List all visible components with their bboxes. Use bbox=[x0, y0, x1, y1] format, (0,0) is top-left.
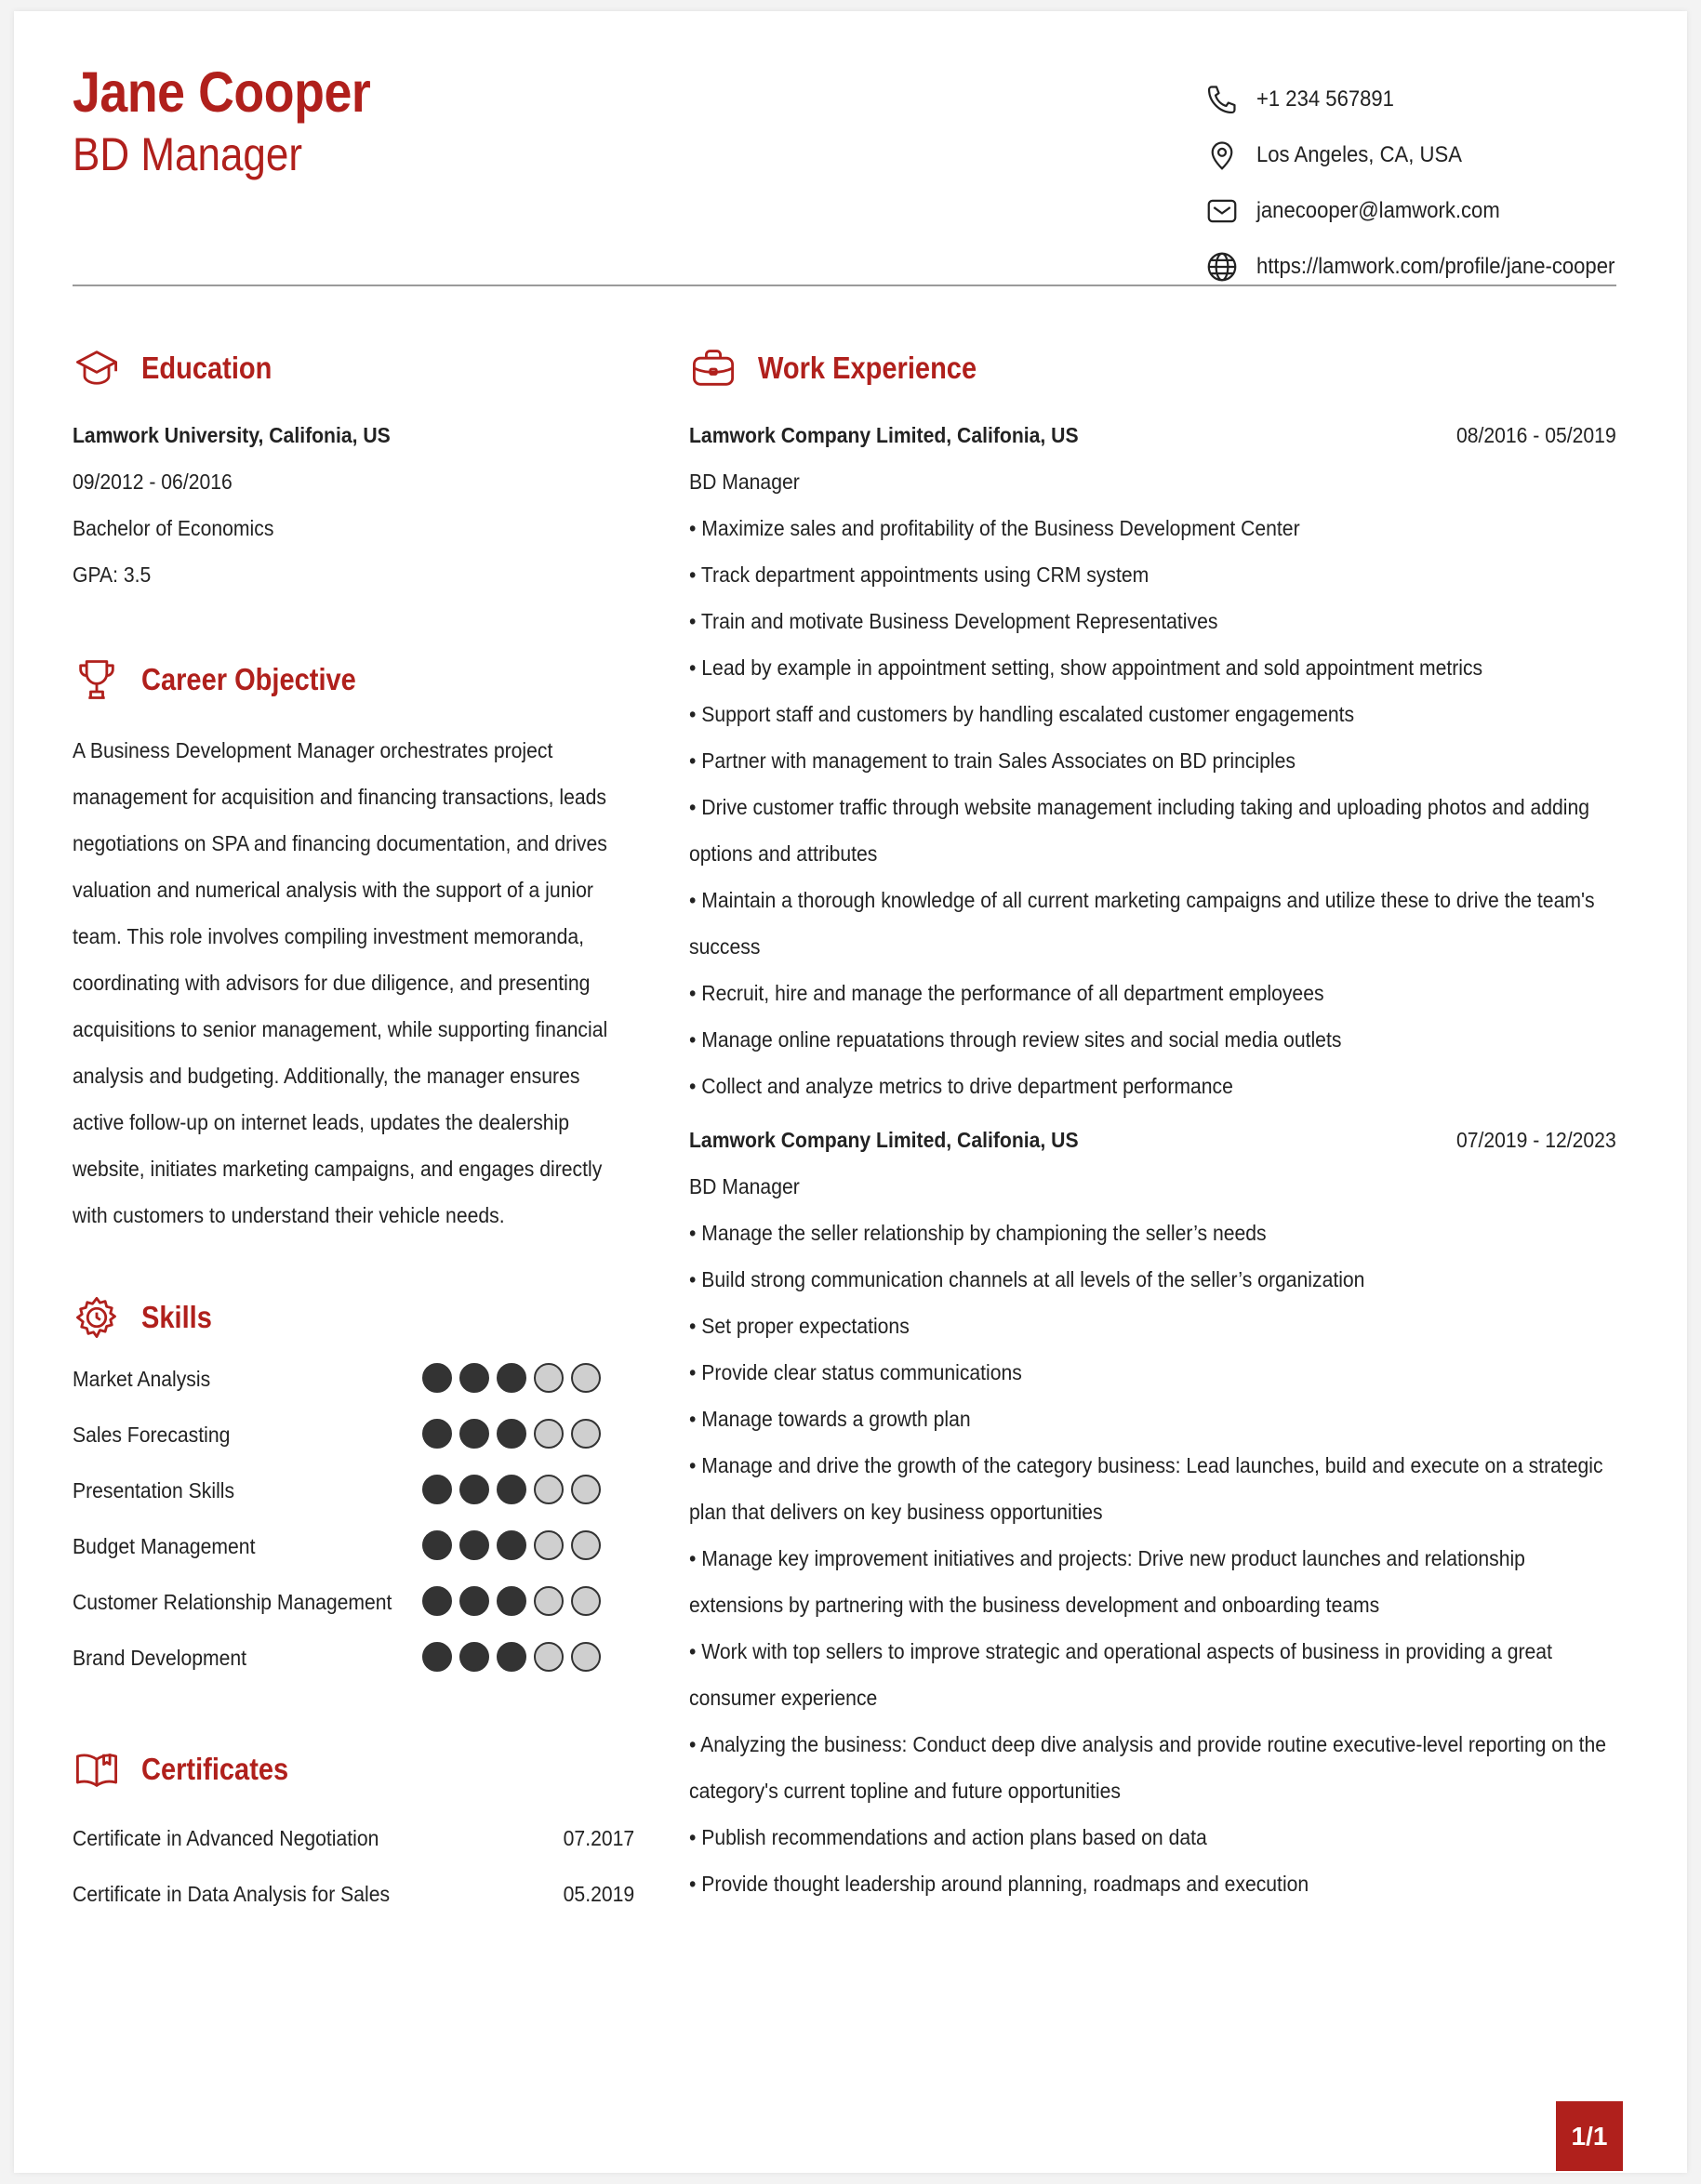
job-duty-line: extensions by partnering with the business development and onboarding teams bbox=[689, 1593, 1380, 1617]
objective-line: coordinating with advisors for due diligence, and presenting bbox=[73, 971, 591, 995]
rating-dot-empty bbox=[571, 1419, 601, 1449]
contact-website-text[interactable]: https://lamwork.com/profile/jane-cooper bbox=[1256, 254, 1615, 279]
rating-dot-empty bbox=[571, 1586, 601, 1616]
rating-dot-filled bbox=[422, 1530, 452, 1560]
certificates-heading-text: Certificates bbox=[141, 1752, 289, 1786]
candidate-title: BD Manager bbox=[73, 128, 303, 180]
rating-dot-empty bbox=[571, 1642, 601, 1672]
job-duty-line: • Track department appointments using CRM system bbox=[689, 563, 1150, 587]
job-duty-line: • Manage towards a growth plan bbox=[689, 1407, 971, 1431]
objective-line: negotiations on SPA and financing documentation, and drives bbox=[73, 831, 607, 855]
contact-email[interactable] bbox=[1204, 183, 1646, 239]
skill-name: Sales Forecasting bbox=[73, 1423, 231, 1447]
job-duty-line: • Manage key improvement initiatives and projects: Drive new product launches and relationship bbox=[689, 1546, 1525, 1570]
rating-dot-empty bbox=[534, 1530, 564, 1560]
mail-icon bbox=[1204, 193, 1240, 229]
rating-dot-empty bbox=[571, 1475, 601, 1504]
work-experience-heading bbox=[689, 344, 1006, 392]
rating-dot-filled bbox=[497, 1363, 526, 1393]
briefcase-icon bbox=[689, 344, 738, 392]
objective-line: with customers to understand their vehicle needs. bbox=[73, 1203, 505, 1227]
resume-page bbox=[14, 11, 1687, 2173]
job-role: BD Manager bbox=[689, 470, 800, 494]
skill-name: Budget Management bbox=[73, 1534, 256, 1558]
rating-dot-empty bbox=[534, 1475, 564, 1504]
phone-icon bbox=[1204, 82, 1240, 117]
job-dates: 07/2019 - 12/2023 bbox=[1456, 1128, 1616, 1152]
education-degree: Bachelor of Economics bbox=[73, 516, 274, 540]
job-duty-line: • Recruit, hire and manage the performance of all department employees bbox=[689, 981, 1324, 1005]
rating-dot-filled bbox=[459, 1586, 489, 1616]
rating-dot-empty bbox=[534, 1363, 564, 1393]
objective-line: active follow-up on internet leads, updates the dealership bbox=[73, 1110, 570, 1134]
rating-dot-empty bbox=[571, 1363, 601, 1393]
job-role: BD Manager bbox=[689, 1174, 800, 1198]
job-duty-line: • Maintain a thorough knowledge of all current marketing campaigns and utilize these to drive the team's bbox=[689, 888, 1595, 912]
rating-dot-filled bbox=[422, 1642, 452, 1672]
contact-website[interactable] bbox=[1204, 239, 1646, 295]
skill-rating bbox=[422, 1642, 601, 1672]
skills-heading-text: Skills bbox=[141, 1300, 212, 1334]
objective-line: A Business Development Manager orchestrates project bbox=[73, 738, 553, 762]
page-indicator: 1/1 bbox=[1556, 2101, 1623, 2171]
objective-line: management for acquisition and financing transactions, leads bbox=[73, 785, 607, 809]
education-heading bbox=[73, 344, 290, 392]
contact-phone-text: +1 234 567891 bbox=[1256, 86, 1394, 112]
globe-icon bbox=[1204, 249, 1240, 285]
certificate-name: Certificate in Data Analysis for Sales bbox=[73, 1882, 391, 1906]
job-duty-line: • Work with top sellers to improve strategic and operational aspects of business in providing a great bbox=[689, 1639, 1552, 1663]
job-duty-line: category's current topline and future opportunities bbox=[689, 1779, 1121, 1803]
rating-dot-filled bbox=[422, 1363, 452, 1393]
job-duty-line: • Provide clear status communications bbox=[689, 1360, 1022, 1384]
skill-name: Customer Relationship Management bbox=[73, 1590, 392, 1614]
job-duty-line: • Maximize sales and profitability of the Business Development Center bbox=[689, 516, 1300, 540]
contact-location-text: Los Angeles, CA, USA bbox=[1256, 142, 1462, 167]
objective-line: analysis and budgeting. Additionally, the manager ensures bbox=[73, 1064, 580, 1088]
rating-dot-filled bbox=[497, 1419, 526, 1449]
job-duty-line: • Collect and analyze metrics to drive department performance bbox=[689, 1074, 1233, 1098]
certificate-date: 07.2017 bbox=[563, 1826, 634, 1850]
rating-dot-filled bbox=[459, 1363, 489, 1393]
trophy-icon bbox=[73, 655, 121, 704]
rating-dot-filled bbox=[459, 1530, 489, 1560]
job-duty-line: • Build strong communication channels at all levels of the seller’s organization bbox=[689, 1267, 1365, 1291]
rating-dot-filled bbox=[497, 1530, 526, 1560]
education-heading-text: Education bbox=[141, 351, 272, 385]
career-objective-heading bbox=[73, 655, 385, 704]
contact-phone bbox=[1204, 72, 1646, 127]
career-objective-heading-text: Career Objective bbox=[141, 662, 356, 696]
objective-line: team. This role involves compiling investment memoranda, bbox=[73, 924, 585, 948]
rating-dot-filled bbox=[497, 1642, 526, 1672]
job-duty-line: • Analyzing the business: Conduct deep dive analysis and provide routine executive-level reporting on the bbox=[689, 1732, 1607, 1756]
contact-block bbox=[1204, 72, 1646, 295]
skill-rating bbox=[422, 1475, 601, 1504]
rating-dot-filled bbox=[422, 1475, 452, 1504]
gear-clock-icon bbox=[73, 1293, 121, 1342]
education-dates: 09/2012 - 06/2016 bbox=[73, 470, 233, 494]
job-dates: 08/2016 - 05/2019 bbox=[1456, 423, 1616, 447]
location-pin-icon bbox=[1204, 138, 1240, 173]
skill-rating bbox=[422, 1530, 601, 1560]
certificate-name: Certificate in Advanced Negotiation bbox=[73, 1826, 379, 1850]
rating-dot-empty bbox=[534, 1642, 564, 1672]
job-duty-line: consumer experience bbox=[689, 1686, 878, 1710]
skill-rating bbox=[422, 1363, 601, 1393]
rating-dot-filled bbox=[497, 1586, 526, 1616]
skill-rating bbox=[422, 1586, 601, 1616]
job-duty-line: • Manage and drive the growth of the category business: Lead launches, build and execute on a strategic bbox=[689, 1453, 1603, 1477]
rating-dot-filled bbox=[422, 1419, 452, 1449]
job-duty-line: • Provide thought leadership around planning, roadmaps and execution bbox=[689, 1872, 1309, 1896]
candidate-name: Jane Cooper bbox=[73, 60, 371, 124]
book-icon bbox=[73, 1745, 121, 1794]
certificate-date: 05.2019 bbox=[563, 1882, 634, 1906]
objective-line: acquisitions to senior management, while supporting financial bbox=[73, 1017, 608, 1041]
job-duty-line: • Manage the seller relationship by championing the seller’s needs bbox=[689, 1221, 1267, 1245]
contact-location bbox=[1204, 127, 1646, 183]
rating-dot-empty bbox=[534, 1419, 564, 1449]
rating-dot-empty bbox=[534, 1586, 564, 1616]
work-experience-heading-text: Work Experience bbox=[758, 351, 977, 385]
rating-dot-filled bbox=[459, 1475, 489, 1504]
job-duty-line: options and attributes bbox=[689, 841, 878, 866]
rating-dot-filled bbox=[459, 1642, 489, 1672]
rating-dot-filled bbox=[459, 1419, 489, 1449]
job-duty-line: plan that delivers on key business opportunities bbox=[689, 1500, 1103, 1524]
graduation-cap-icon bbox=[73, 344, 121, 392]
job-duty-line: success bbox=[689, 934, 761, 959]
job-duty-line: • Lead by example in appointment setting, show appointment and sold appointment metrics bbox=[689, 655, 1483, 680]
job-duty-line: • Manage online repuatations through review sites and social media outlets bbox=[689, 1027, 1342, 1052]
objective-line: valuation and numerical analysis with the support of a junior bbox=[73, 878, 593, 902]
education-school: Lamwork University, Califonia, US bbox=[73, 423, 391, 447]
skills-heading bbox=[73, 1293, 221, 1342]
skill-rating bbox=[422, 1419, 601, 1449]
contact-email-text[interactable]: janecooper@lamwork.com bbox=[1256, 198, 1500, 223]
career-objective-text bbox=[73, 727, 620, 1238]
rating-dot-filled bbox=[422, 1586, 452, 1616]
certificates-heading bbox=[73, 1745, 309, 1794]
rating-dot-empty bbox=[571, 1530, 601, 1560]
job-duty-line: • Support staff and customers by handling escalated customer engagements bbox=[689, 702, 1355, 726]
rating-dot-filled bbox=[497, 1475, 526, 1504]
job-duty-line: • Partner with management to train Sales Associates on BD principles bbox=[689, 748, 1296, 773]
objective-line: website, initiates marketing campaigns, and engages directly bbox=[73, 1157, 603, 1181]
skill-name: Presentation Skills bbox=[73, 1478, 235, 1502]
education-gpa: GPA: 3.5 bbox=[73, 563, 152, 587]
job-company: Lamwork Company Limited, Califonia, US bbox=[689, 423, 1079, 447]
skill-name: Brand Development bbox=[73, 1646, 247, 1670]
skill-name: Market Analysis bbox=[73, 1367, 211, 1391]
job-duty-line: • Drive customer traffic through website management including taking and uploading photos and adding bbox=[689, 795, 1590, 819]
job-duty-line: • Train and motivate Business Development Representatives bbox=[689, 609, 1218, 633]
job-company: Lamwork Company Limited, Califonia, US bbox=[689, 1128, 1079, 1152]
job-duty-line: • Publish recommendations and action plans based on data bbox=[689, 1825, 1207, 1849]
job-duty-line: • Set proper expectations bbox=[689, 1314, 910, 1338]
header-divider bbox=[73, 285, 1616, 286]
